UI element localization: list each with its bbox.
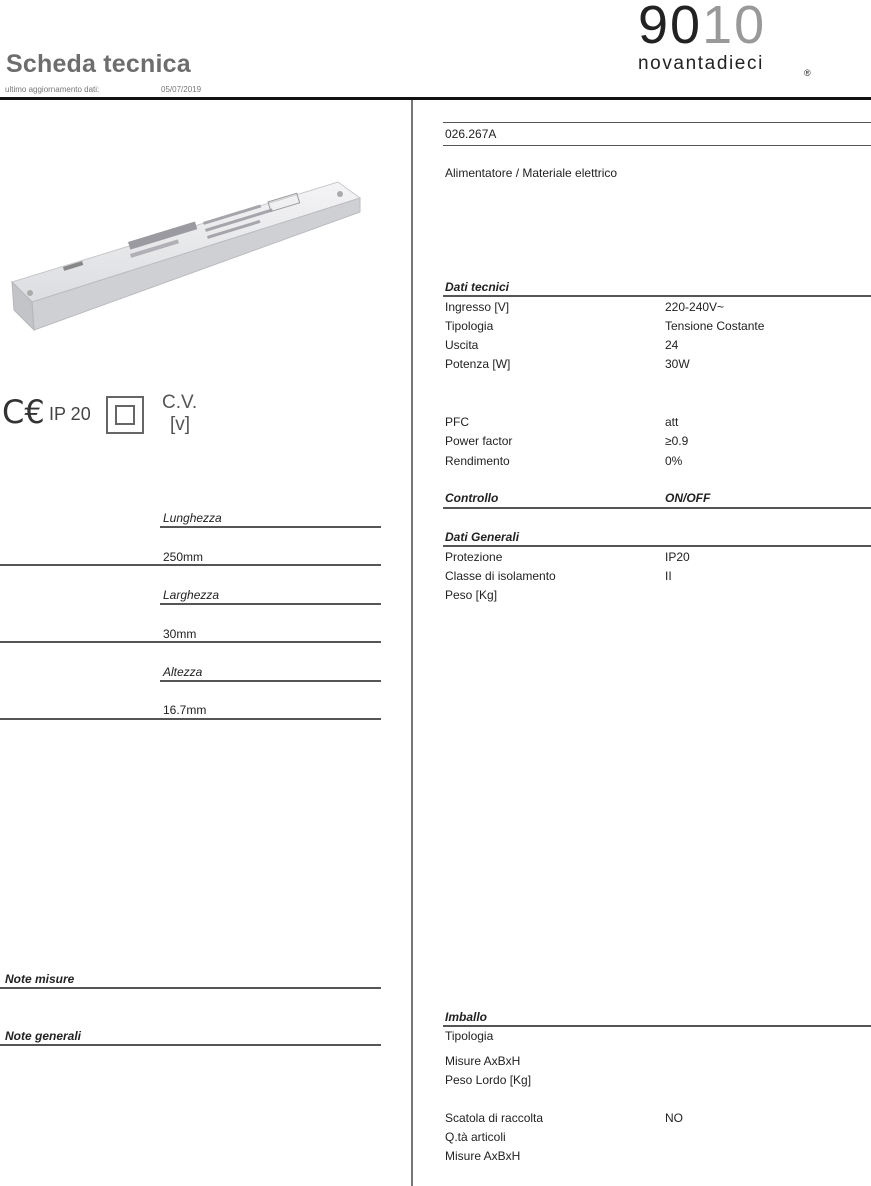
packaging-label: Q.tà articoli bbox=[445, 1130, 506, 1144]
imballo-heading: Imballo bbox=[445, 1010, 488, 1024]
spec-label: PFC bbox=[445, 415, 469, 429]
logo-number-light: 10 bbox=[702, 0, 767, 55]
packaging-label: Scatola di raccolta bbox=[445, 1111, 544, 1125]
general-value: II bbox=[665, 569, 672, 583]
spec-value: 0% bbox=[665, 454, 683, 468]
double-insulation-inner bbox=[115, 405, 135, 425]
registered-mark: ® bbox=[804, 68, 811, 78]
header-divider bbox=[0, 97, 871, 100]
column-divider bbox=[411, 100, 413, 1186]
general-label: Protezione bbox=[445, 550, 503, 564]
ce-mark-icon: C€ bbox=[2, 393, 45, 431]
spec-value: 30W bbox=[665, 357, 690, 371]
length-value: 250mm bbox=[163, 550, 204, 564]
logo-number-dark: 90 bbox=[638, 0, 703, 55]
spec-value: ≥0.9 bbox=[665, 434, 689, 448]
controllo-value: ON/OFF bbox=[665, 491, 711, 505]
spec-value: 220-240V~ bbox=[665, 300, 725, 314]
spec-label: Rendimento bbox=[445, 454, 510, 468]
brand-logo-word: novantadieci bbox=[638, 53, 764, 74]
page-title: Scheda tecnica bbox=[6, 50, 191, 78]
length-value-rule bbox=[0, 564, 381, 566]
general-value: IP20 bbox=[665, 550, 690, 564]
voltage-symbol: [v] bbox=[170, 414, 191, 435]
dati-tecnici-rule bbox=[443, 295, 871, 297]
packaging-label: Misure AxBxH bbox=[445, 1149, 521, 1163]
note-measures-label: Note misure bbox=[5, 972, 75, 986]
width-label-rule bbox=[160, 603, 381, 605]
note-measures-rule bbox=[0, 987, 381, 989]
packaging-label: Tipologia bbox=[445, 1029, 494, 1043]
product-image bbox=[8, 172, 368, 342]
height-label: Altezza bbox=[163, 665, 203, 679]
dati-generali-rule bbox=[443, 545, 871, 547]
height-value-rule bbox=[0, 718, 381, 720]
product-category: Alimentatore / Materiale elettrico bbox=[445, 166, 618, 180]
spec-label: Uscita bbox=[445, 338, 479, 352]
ip-rating: IP 20 bbox=[49, 404, 91, 424]
imballo-rule bbox=[443, 1025, 871, 1027]
width-label: Larghezza bbox=[163, 588, 220, 602]
controllo-label: Controllo bbox=[445, 491, 499, 505]
height-label-rule bbox=[160, 680, 381, 682]
note-general-rule bbox=[0, 1044, 381, 1046]
code-top-rule bbox=[443, 122, 871, 123]
packaging-label: Peso Lordo [Kg] bbox=[445, 1073, 532, 1087]
controllo-rule bbox=[443, 507, 871, 509]
width-value-rule bbox=[0, 641, 381, 643]
dati-tecnici-heading: Dati tecnici bbox=[445, 280, 510, 294]
length-label-rule bbox=[160, 526, 381, 528]
spec-label: Potenza [W] bbox=[445, 357, 511, 371]
spec-label: Ingresso [V] bbox=[445, 300, 510, 314]
packaging-label: Misure AxBxH bbox=[445, 1054, 521, 1068]
general-label: Peso [Kg] bbox=[445, 588, 498, 602]
spec-value: 24 bbox=[665, 338, 679, 352]
width-value: 30mm bbox=[163, 627, 197, 641]
spec-label: Tipologia bbox=[445, 319, 494, 333]
updated-date: 05/07/2019 bbox=[161, 85, 202, 94]
spec-value: Tensione Costante bbox=[665, 319, 765, 333]
spec-value: att bbox=[665, 415, 679, 429]
length-label: Lunghezza bbox=[163, 511, 222, 525]
height-value: 16.7mm bbox=[163, 703, 207, 717]
packaging-value: NO bbox=[665, 1111, 683, 1125]
updated-label: ultimo aggiornamento dati: bbox=[5, 85, 100, 94]
code-bottom-rule bbox=[443, 145, 871, 146]
constant-voltage-label: C.V. bbox=[162, 392, 198, 413]
general-label: Classe di isolamento bbox=[445, 569, 556, 583]
note-general-label: Note generali bbox=[5, 1029, 82, 1043]
dati-generali-heading: Dati Generali bbox=[445, 530, 520, 544]
spec-label: Power factor bbox=[445, 434, 513, 448]
product-code: 026.267A bbox=[445, 127, 497, 141]
brand-logo-number bbox=[638, 0, 766, 56]
